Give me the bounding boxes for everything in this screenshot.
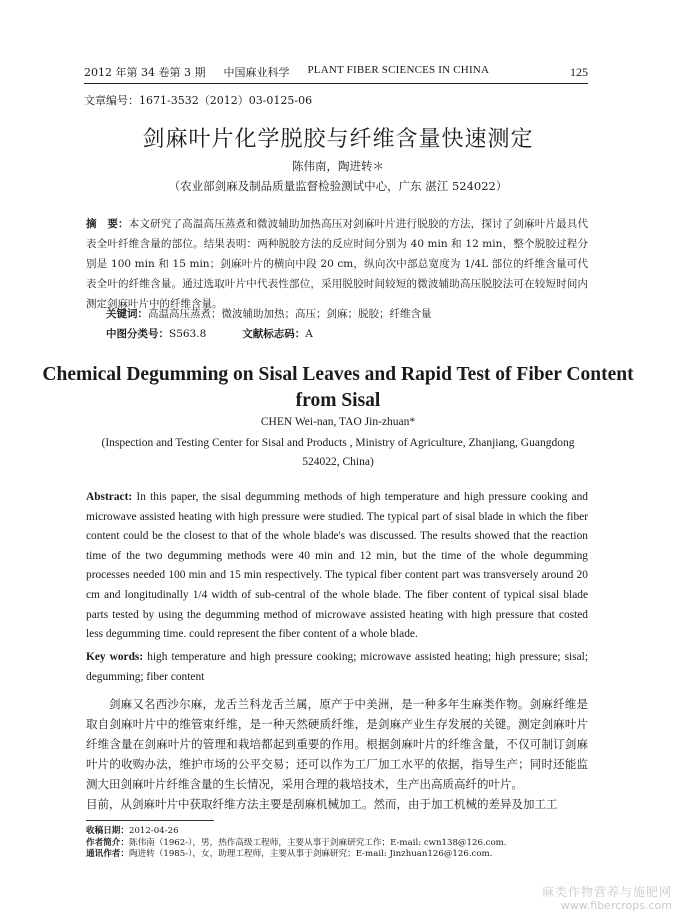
- received-label: 收稿日期：: [86, 826, 129, 836]
- body-text: [86, 694, 588, 814]
- corresponding-text: 陶进转（1985-），女，助理工程师，主要从事于剑麻研究；E-mail: Jinzhuan126@126.com.: [128, 849, 493, 859]
- received-date: 2012-04-26: [128, 826, 179, 836]
- clc-value: S563.8: [169, 328, 207, 340]
- doc-code-value: A: [305, 328, 313, 340]
- authors-english: CHEN Wei-nan, TAO Jin-zhuan*: [260, 416, 416, 428]
- abstract-chinese: [86, 214, 588, 314]
- clc-label: 中图分类号：: [106, 328, 169, 340]
- authors-chinese: 陈伟南，陶进转＊: [292, 159, 384, 173]
- author-bio-label: 作者简介：: [86, 837, 129, 848]
- keywords-en-label: Key words:: [86, 651, 144, 663]
- issue-info: 2012 年第 34 卷第 3 期: [84, 66, 206, 79]
- footnotes: [86, 826, 588, 861]
- article-number: 文章编号：1671-3532（2012）03-0125-06: [84, 94, 313, 107]
- abstract-cn-text: 本文研究了高温高压蒸煮和微波辅助加热高压对剑麻叶片进行脱胶的方法，探讨了剑麻叶片最具代表全叶纤维含量的部位。结果表明：两种脱胶方法的反应时间分别为 40 min 和 12 min，整个脱胶过程分别是 100 min 和 15 min；剑麻叶片的横向中段 20 cm，纵向次中部总宽度为 1/4L 部位的纤维含量可代表全叶的纤维含量。通过选取叶片中代表性部位，采用脱胶时间较短的微波辅助高压脱胶法可在较短时间内测定剑麻叶片中的纤维含量。: [86, 218, 589, 310]
- title-english: Chemical Degumming on Sisal Leaves and Rapid Test of Fiber Content from Sisal: [42, 364, 634, 411]
- author-bio-text: 陈伟南（1962-），男，热作高级工程师，主要从事于剑麻研究工作；E-mail: cwn138@126.com.: [128, 837, 507, 848]
- journal-name-en: PLANT FIBER SCIENCES IN CHINA: [307, 64, 490, 76]
- keywords-en-text: high temperature and high pressure cooking; microwave assisted heating; high pressure; sisal; degumming; fiber content: [86, 651, 588, 683]
- keywords-cn-label: 关键词：: [106, 308, 148, 320]
- keywords-english: [86, 648, 588, 687]
- running-header: [84, 58, 588, 84]
- keywords-chinese: [106, 306, 588, 321]
- abstract-en-label: Abstract:: [86, 491, 133, 503]
- affiliation-chinese: （农业部剑麻及制品质量监督检验测试中心，广东 湛江 524022）: [168, 179, 508, 193]
- watermark-site-name: 麻类作物营养与施肥网: [541, 885, 672, 899]
- affiliation-english: (Inspection and Testing Center for Sisal and Products , Ministry of Agriculture, Zhanjiang, Guangdong 524022, China): [101, 437, 575, 468]
- watermark: [542, 885, 672, 913]
- classification-line: [106, 326, 588, 341]
- corresponding-label: 通讯作者：: [86, 849, 129, 859]
- journal-name-cn: 中国麻业科学: [223, 66, 290, 79]
- footnote-divider: [86, 820, 214, 821]
- abstract-cn-label: 摘 要：: [86, 218, 129, 230]
- body-paragraph: 目前，从剑麻叶片中获取纤维方法主要是刮麻机械加工。然而，由于加工机械的差异及加工工: [86, 797, 558, 811]
- abstract-english: [86, 488, 588, 645]
- footnote-received: [86, 826, 588, 838]
- footnote-corresponding: [86, 849, 588, 861]
- page-number: 125: [570, 65, 588, 79]
- abstract-en-text: In this paper, the sisal degumming methods of high temperature and high pressure cooking and microwave assisted heating with high pressure were studied. The typical part of sisal blade in which the fiber content could be the closest to that of the whole blade's was discussed. The results showed that the reaction time of the two degumming methods were 40 min and 12 min, but the time of the whole degumming processes needed 100 min and 15 min respectively. The typical fiber content part was transversely around 20 cm and longitudinally 1/4 width of sub-central of the whole blade. The fiber content of typical sisal blade parts tested by using the degumming method of microwave assisted heating with high pressure that costed less degumming time. could represent the fiber content of a whole blade.: [86, 491, 588, 641]
- doc-code-label: 文献标志码：: [242, 328, 306, 340]
- body-paragraph: 剑麻又名西沙尔麻，龙舌兰科龙舌兰属，原产于中美洲，是一种多年生麻类作物。剑麻纤维是取自剑麻叶片中的维管束纤维，是一种天然硬质纤维，是剑麻产业生存发展的关键。测定剑麻叶片纤维含量在剑麻叶片的管理和栽培都起到重要的作用。根据剑麻叶片的纤维含量，不仅可制订剑麻叶片的收购办法，维护市场的公平交易；还可以作为工厂加工水平的依据，指导生产；同时还能监测大田剑麻叶片纤维含量的生长情况，采用合理的栽培技术，生产出高质高纤的叶片。: [86, 697, 588, 791]
- watermark-url: www.fibercrops.com: [560, 899, 672, 912]
- footnote-author: [86, 838, 588, 850]
- title-chinese: 剑麻叶片化学脱胶与纤维含量快速测定: [142, 127, 534, 152]
- keywords-cn-text: 高温高压蒸煮；微波辅助加热；高压；剑麻；脱胶；纤维含量: [148, 308, 432, 320]
